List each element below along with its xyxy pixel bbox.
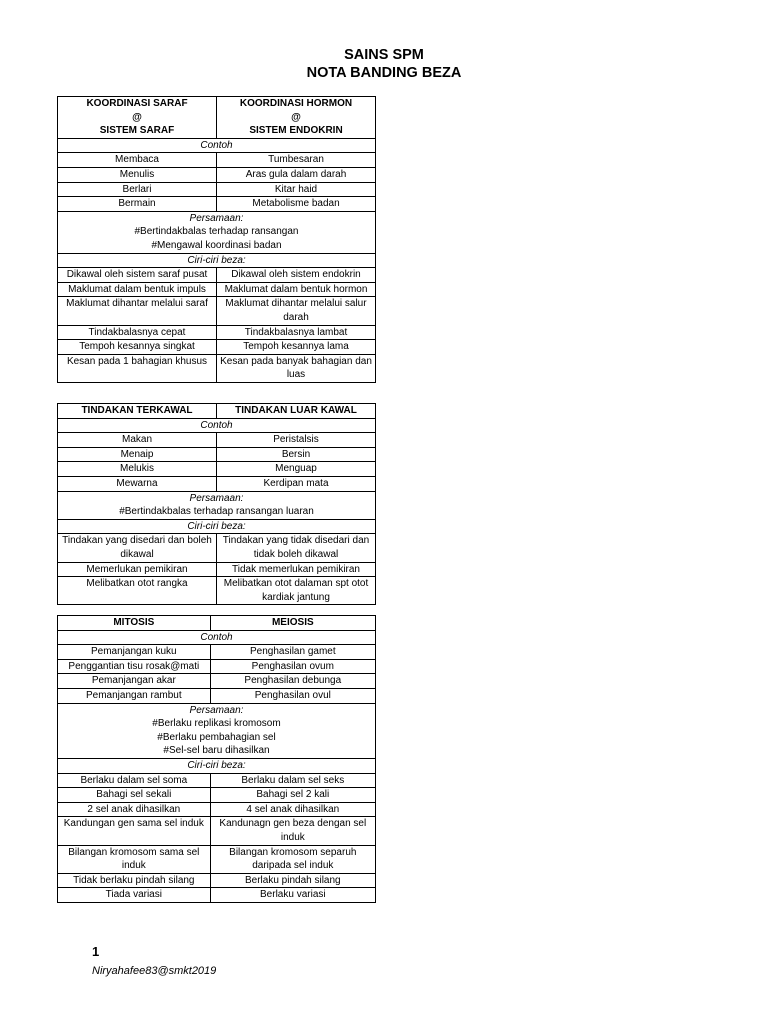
example-right: Kitar haid — [217, 182, 376, 197]
difference-label: Ciri-ciri beza: — [58, 253, 376, 268]
difference-right: 4 sel anak dihasilkan — [210, 802, 375, 817]
difference-right: Bahagi sel 2 kali — [210, 788, 375, 803]
example-row — [58, 167, 376, 182]
title-line: SAINS SPM — [344, 47, 424, 63]
similarity-cell — [58, 703, 376, 758]
difference-left: Memerlukan pemikiran — [58, 562, 217, 577]
difference-label: Ciri-ciri beza: — [58, 758, 376, 773]
header-left-line: KOORDINASI SARAF — [86, 98, 188, 109]
example-right: Bersin — [217, 447, 376, 462]
difference-left: Bilangan kromosom sama sel induk — [58, 845, 211, 873]
difference-label-row — [58, 758, 376, 773]
difference-right: Tindakbalasnya lambat — [217, 325, 376, 340]
example-label: Contoh — [58, 418, 376, 433]
difference-right: Kesan pada banyak bahagian dan luas — [217, 354, 376, 382]
example-row — [58, 476, 376, 491]
footer-author: Niryahafee83@smkt2019 — [92, 965, 217, 977]
example-row — [58, 659, 376, 674]
similarity-item: #Bertindakbalas terhadap ransangan — [134, 226, 299, 238]
example-left: Penggantian tisu rosak@mati — [58, 659, 211, 674]
difference-left: Berlaku dalam sel soma — [58, 773, 211, 788]
difference-right: Berlaku dalam sel seks — [210, 773, 375, 788]
difference-left: Dikawal oleh sistem saraf pusat — [58, 268, 217, 283]
similarity-label: Persamaan: — [189, 212, 244, 224]
difference-left: Maklumat dihantar melalui saraf — [58, 297, 217, 325]
difference-label-row — [58, 519, 376, 534]
difference-row — [58, 577, 376, 605]
header-right-line: @ — [291, 111, 301, 123]
example-left: Makan — [58, 433, 217, 448]
table-header-row — [58, 404, 376, 419]
difference-right: Bilangan kromosom separuh daripada sel induk — [210, 845, 375, 873]
table-header-row — [58, 616, 376, 631]
header-right — [217, 404, 376, 419]
example-right: Penghasilan gamet — [210, 645, 375, 660]
difference-left: Kandungan gen sama sel induk — [58, 817, 211, 845]
similarity-row — [58, 703, 376, 758]
example-right: Menguap — [217, 462, 376, 477]
example-left: Menulis — [58, 167, 217, 182]
difference-row — [58, 873, 376, 888]
similarity-row — [58, 491, 376, 519]
comparison-table-mitosis-meiosis — [57, 615, 376, 903]
example-label-row — [58, 418, 376, 433]
comparison-table-saraf-hormon — [57, 96, 376, 383]
similarity-item: #Bertindakbalas terhadap ransangan luaran — [119, 506, 314, 518]
example-label-row — [58, 630, 376, 645]
difference-right: Maklumat dalam bentuk hormon — [217, 282, 376, 297]
difference-row — [58, 534, 376, 562]
difference-left: Tempoh kesannya singkat — [58, 340, 217, 355]
difference-left: Tidak berlaku pindah silang — [58, 873, 211, 888]
difference-right: Tidak memerlukan pemikiran — [217, 562, 376, 577]
header-right — [217, 97, 376, 139]
example-row — [58, 462, 376, 477]
example-label: Contoh — [58, 630, 376, 645]
table-body — [58, 97, 376, 383]
example-right: Kerdipan mata — [217, 476, 376, 491]
difference-row — [58, 817, 376, 845]
difference-left: Tiada variasi — [58, 888, 211, 903]
example-row — [58, 447, 376, 462]
example-label: Contoh — [58, 138, 376, 153]
difference-left: Melibatkan otot rangka — [58, 577, 217, 605]
header-left-line: MITOSIS — [113, 617, 155, 628]
example-left: Mewarna — [58, 476, 217, 491]
difference-label-row — [58, 253, 376, 268]
header-left — [58, 404, 217, 419]
table-body — [58, 616, 376, 903]
difference-row — [58, 325, 376, 340]
difference-left: Tindakan yang disedari dan boleh dikawal — [58, 534, 217, 562]
example-left: Pemanjangan rambut — [58, 688, 211, 703]
example-left: Membaca — [58, 153, 217, 168]
difference-left: Kesan pada 1 bahagian khusus — [58, 354, 217, 382]
example-left: Berlari — [58, 182, 217, 197]
example-row — [58, 433, 376, 448]
example-row — [58, 674, 376, 689]
difference-row — [58, 802, 376, 817]
difference-right: Berlaku pindah silang — [210, 873, 375, 888]
table-header-row — [58, 97, 376, 139]
difference-row — [58, 354, 376, 382]
comparison-table-tindakan — [57, 403, 376, 605]
header-left — [58, 97, 217, 139]
difference-row — [58, 282, 376, 297]
difference-row — [58, 773, 376, 788]
difference-right: Tempoh kesannya lama — [217, 340, 376, 355]
difference-right: Maklumat dihantar melalui salur darah — [217, 297, 376, 325]
difference-row — [58, 297, 376, 325]
example-left: Menaip — [58, 447, 217, 462]
header-left-line: TINDAKAN TERKAWAL — [81, 405, 193, 416]
example-row — [58, 153, 376, 168]
example-left: Pemanjangan akar — [58, 674, 211, 689]
difference-left: Bahagi sel sekali — [58, 788, 211, 803]
difference-right: Kandunagn gen beza dengan sel induk — [210, 817, 375, 845]
example-right: Metabolisme badan — [217, 197, 376, 212]
similarity-label: Persamaan: — [189, 492, 244, 504]
difference-right: Melibatkan otot dalaman spt otot kardiak jantung — [217, 577, 376, 605]
difference-row — [58, 788, 376, 803]
difference-row — [58, 340, 376, 355]
example-right: Penghasilan ovum — [210, 659, 375, 674]
difference-right: Dikawal oleh sistem endokrin — [217, 268, 376, 283]
example-row — [58, 182, 376, 197]
difference-row — [58, 845, 376, 873]
similarity-item: #Berlaku pembahagian sel — [157, 731, 276, 743]
example-row — [58, 645, 376, 660]
page-number: 1 — [92, 944, 100, 959]
header-left-line: SISTEM SARAF — [99, 125, 175, 137]
header-right-line: SISTEM ENDOKRIN — [249, 125, 343, 137]
similarity-item: #Berlaku replikasi kromosom — [152, 718, 281, 730]
subtitle-line: NOTA BANDING BEZA — [306, 65, 462, 81]
difference-right: Berlaku variasi — [210, 888, 375, 903]
example-left: Pemanjangan kuku — [58, 645, 211, 660]
similarity-row — [58, 211, 376, 253]
example-label-row — [58, 138, 376, 153]
table-body — [58, 404, 376, 605]
difference-row — [58, 268, 376, 283]
example-row — [58, 688, 376, 703]
similarity-cell — [58, 491, 376, 519]
difference-row — [58, 888, 376, 903]
similarity-item: #Sel-sel baru dihasilkan — [163, 745, 270, 757]
example-right: Penghasilan ovul — [210, 688, 375, 703]
document-title — [0, 46, 768, 82]
similarity-label: Persamaan: — [189, 704, 244, 716]
difference-left: Tindakbalasnya cepat — [58, 325, 217, 340]
difference-label: Ciri-ciri beza: — [58, 519, 376, 534]
example-row — [58, 197, 376, 212]
example-right: Peristalsis — [217, 433, 376, 448]
header-right-line: TINDAKAN LUAR KAWAL — [235, 405, 357, 416]
header-right-line: MEIOSIS — [271, 617, 314, 628]
difference-left: Maklumat dalam bentuk impuls — [58, 282, 217, 297]
header-left-line: @ — [132, 111, 142, 123]
similarity-cell — [58, 211, 376, 253]
difference-row — [58, 562, 376, 577]
header-left — [58, 616, 211, 631]
example-left: Melukis — [58, 462, 217, 477]
similarity-item: #Mengawal koordinasi badan — [151, 239, 282, 251]
header-right — [210, 616, 375, 631]
example-right: Penghasilan debunga — [210, 674, 375, 689]
difference-right: Tindakan yang tidak disedari dan tidak boleh dikawal — [217, 534, 376, 562]
example-right: Tumbesaran — [217, 153, 376, 168]
header-right-line: KOORDINASI HORMON — [239, 98, 353, 109]
example-left: Bermain — [58, 197, 217, 212]
example-right: Aras gula dalam darah — [217, 167, 376, 182]
difference-left: 2 sel anak dihasilkan — [58, 802, 211, 817]
